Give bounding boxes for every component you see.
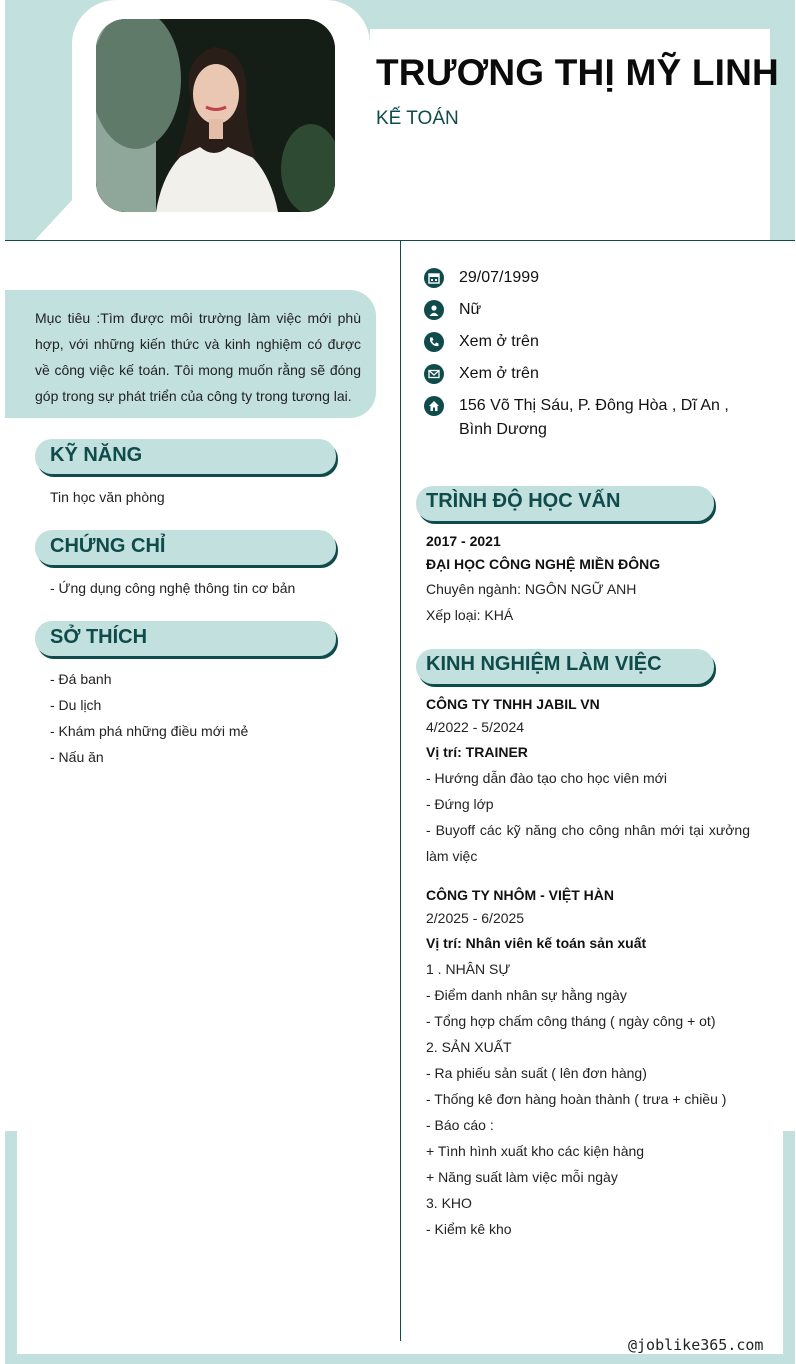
address-text: 156 Võ Thị Sáu, P. Đông Hòa , Dĩ An , Bình Dương [459,397,729,438]
job-company: CÔNG TY NHÔM - VIỆT HÀN [426,887,614,903]
mail-icon [424,364,444,384]
experience-title: KINH NGHIỆM LÀM VIỆC [426,653,662,675]
frame-left [5,1131,17,1364]
job-company: CÔNG TY TNHH JABIL VN [426,696,600,712]
job-detail: - Điểm danh nhân sự hằng ngày [426,987,627,1003]
job-detail: - Hướng dẫn đào tạo cho học viên mới [426,770,667,786]
contact-dob [424,266,764,290]
home-icon [424,396,444,416]
hobbies-header [35,621,336,656]
calendar-icon [424,268,444,288]
frame-right [783,1131,795,1364]
skills-title: KỸ NĂNG [50,444,143,466]
email-text: Xem ở trên [459,365,539,382]
job-detail: - Đứng lớp [426,796,494,812]
certificates-title: CHỨNG CHỈ [50,535,166,557]
user-icon [424,300,444,320]
certificate-item: - Ứng dụng công nghệ thông tin cơ bản [50,580,296,596]
contact-address [424,394,764,442]
skill-item: Tin học văn phòng [50,489,165,505]
job-title: KẾ TOÁN [376,108,459,129]
profile-photo [96,19,335,212]
job-detail: 3. KHO [426,1195,472,1211]
hobbies-title: SỞ THÍCH [50,626,148,648]
experience-header [416,649,714,684]
job-detail: + Năng suất làm việc mỗi ngày [426,1169,618,1185]
contact-email [424,362,764,386]
contact-phone [424,330,764,354]
job-detail: 1 . NHÂN SỰ [426,961,511,977]
education-header [416,486,714,521]
education-period: 2017 - 2021 [426,533,501,549]
photo-frame-notch [34,198,74,241]
skills-header [35,439,336,474]
job-position: Vị trí: TRAINER [426,744,528,760]
objective-text: Mục tiêu :Tìm được môi trường làm việc mới phù hợp, với những kiến thức và kinh nghiệm có được về công việc kế toán. Tôi mong muốn rằng sẽ đóng góp trong sự phát triển của công ty trong tương lai. [35,310,361,404]
certificates-header [35,530,336,565]
phone-icon [424,332,444,352]
candidate-name: TRƯƠNG THỊ MỸ LINH [376,52,779,93]
job-period: 2/2025 - 6/2025 [426,910,525,926]
education-major: Chuyên ngành: NGÔN NGỮ ANH [426,581,637,597]
job-detail: - Báo cáo : [426,1117,494,1133]
objective-box [5,290,376,418]
frame-bottom [5,1354,795,1364]
hobby-item: - Khám phá những điều mới mẻ [50,723,249,739]
phone-text: Xem ở trên [459,333,539,350]
job-detail: - Kiểm kê kho [426,1221,512,1237]
contact-gender [424,298,764,322]
column-divider [400,241,401,1341]
hobby-item: - Du lịch [50,697,102,713]
job-period: 4/2022 - 5/2024 [426,719,525,735]
job-detail: - Ra phiếu sản suất ( lên đơn hàng) [426,1065,647,1081]
dob-text: 29/07/1999 [459,269,540,286]
hobby-item: - Đá banh [50,671,112,687]
job-detail: - Tổng hợp chấm công tháng ( ngày công + ot) [426,1013,716,1029]
profile-photo-illustration [96,19,335,212]
job-detail: - Thống kê đơn hàng hoàn thành ( trưa + chiều ) [426,1091,727,1107]
job-detail: 2. SẢN XUẤT [426,1039,512,1055]
education-school: ĐẠI HỌC CÔNG NGHỆ MIỀN ĐÔNG [426,556,661,572]
education-grade: Xếp loại: KHÁ [426,607,514,623]
education-title: TRÌNH ĐỘ HỌC VẤN [426,490,621,512]
job-detail: - Buyoff các kỹ năng cho công nhân mới tại xưởng làm việc [426,822,750,864]
job-detail: + Tình hình xuất kho các kiện hàng [426,1143,645,1159]
watermark[interactable]: @joblike365.com [628,1336,764,1354]
gender-text: Nữ [459,301,482,318]
job-position: Vị trí: Nhân viên kế toán sản xuất [426,935,647,951]
hobby-item: - Nấu ăn [50,749,104,765]
